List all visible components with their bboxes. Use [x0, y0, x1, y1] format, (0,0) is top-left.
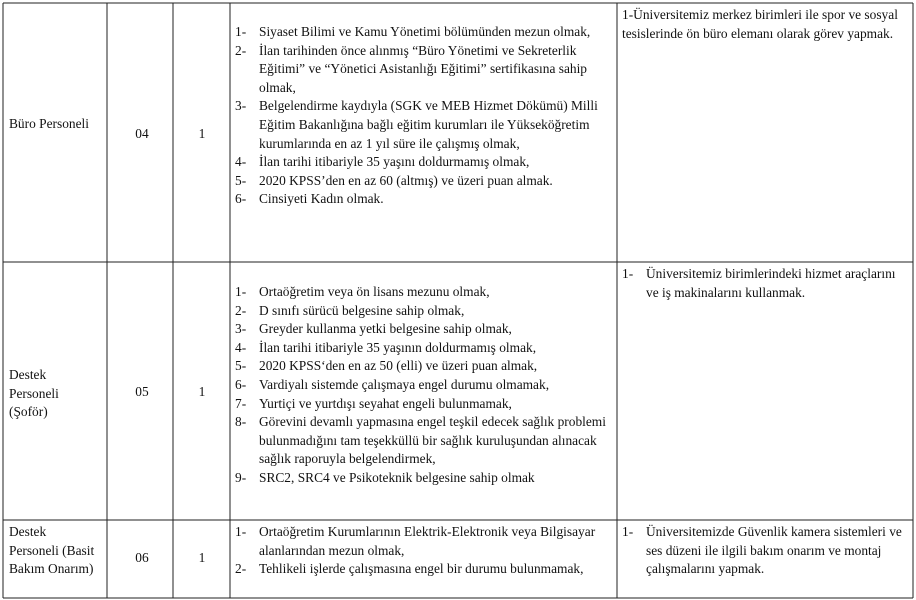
requirement-item: 1- Ortaöğretim veya ön lisans mezunu olmak,: [235, 284, 490, 299]
code-cell: 04: [135, 126, 149, 141]
position-cell: Büro Personeli: [9, 116, 89, 131]
requirements-list: [235, 283, 613, 488]
requirement-item: 5- 2020 KPSS’den en az 60 (altmış) ve üzeri puan almak.: [235, 172, 553, 188]
requirement-item: 8- Görevini devamlı yapmasına engel teşkil edecek sağlık problemi bulunmadığını tam teşekküllü bir sağlık kuruluşundan alınacak sağlık raporuyla belgelendirmek,: [235, 414, 606, 467]
requirement-item: 2- Tehlikeli işlerde çalışmasına engel bir durumu bulunmamak,: [235, 561, 584, 577]
requirement-item: 7- Yurtiçi ve yurtdışı seyahat engeli bulunmamak,: [235, 395, 512, 411]
quantity-cell: 1: [198, 384, 206, 399]
requirement-item: 9- SRC2, SRC4 ve Psikoteknik belgesine sahip olmak: [235, 469, 535, 485]
code-cell: 06: [135, 550, 149, 565]
requirement-item: 4- İlan tarihi itibariyle 35 yaşının doldurmamış olmak,: [235, 339, 537, 355]
requirements-list: [235, 523, 613, 579]
requirement-item: 2- İlan tarihinden önce alınmış “Büro Yönetimi ve Sekreterlik Eğitimi” ve “Yönetici Asistanlığı Eğitimi” sertifikasına sahip olmak,: [235, 42, 588, 95]
requirement-item: 1- Siyaset Bilimi ve Kamu Yönetimi bölümünden mezun olmak,: [235, 24, 591, 39]
duty-cell: 1- Üniversitemiz birimlerindeki hizmet araçlarını ve iş makinalarını kullanmak.: [622, 266, 896, 300]
requirement-item: 1- Ortaöğretim Kurumlarının Elektrik-Elektronik veya Bilgisayar alanlarından mezun olmak,: [235, 524, 596, 558]
requirement-item: 5- 2020 KPSS‘den en az 50 (elli) ve üzeri puan almak,: [235, 358, 538, 374]
duty-cell: 1-Üniversitemiz merkez birimleri ile spor ve sosyal tesislerinde ön büro elemanı olarak görev yapmak.: [622, 7, 898, 41]
requirements-list: [235, 23, 613, 209]
quantity-cell: 1: [198, 550, 206, 565]
quantity-cell: 1: [198, 126, 206, 141]
code-cell: 05: [135, 384, 149, 399]
requirement-item: 6- Cinsiyeti Kadın olmak.: [235, 191, 384, 207]
duty-cell: 1- Üniversitemizde Güvenlik kamera sistemleri ve ses düzeni ile ilgili bakım onarım ve montaj çalışmalarını yapmak.: [622, 524, 902, 577]
requirement-item: 3- Greyder kullanma yetki belgesine sahip olmak,: [235, 321, 512, 337]
requirement-item: 6- Vardiyalı sistemde çalışmaya engel durumu olmamak,: [235, 376, 550, 392]
position-cell: Destek Personeli (Şoför): [9, 367, 59, 420]
position-cell: Destek Personeli (Basit Bakım Onarım): [9, 524, 95, 577]
requirement-item: 2- D sınıfı sürücü belgesine sahip olmak,: [235, 302, 465, 318]
requirement-item: 3- Belgelendirme kaydıyla (SGK ve MEB Hizmet Dökümü) Milli Eğitim Bakanlığına bağlı eğitim kurumları ile Yükseköğretim kurumlarında en az 1 yıl süre ile çalışmış olmak,: [235, 98, 598, 151]
requirement-item: 4- İlan tarihi itibariyle 35 yaşını doldurmamış olmak,: [235, 154, 530, 170]
